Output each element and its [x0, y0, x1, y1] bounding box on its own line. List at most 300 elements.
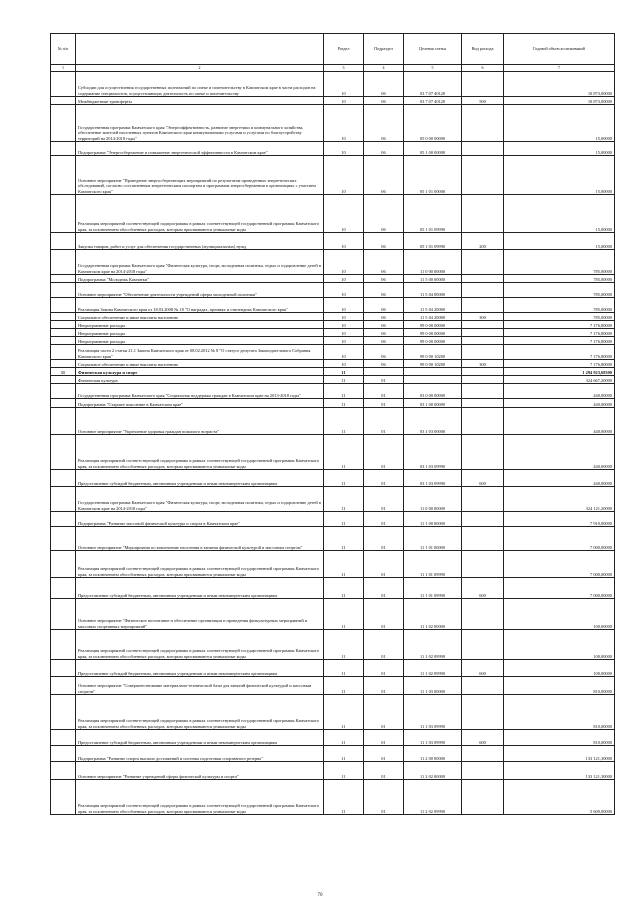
- table-row: [51, 435, 615, 470]
- row-number: [51, 329, 76, 337]
- item-name: Основное мероприятие "Проведение энергосберегающих мероприятий по результатам проведенных энергетических обследований, согласно составленным энергетическим паспортам и программам энергосбережения в организациях с участием Камчатского края": [76, 156, 324, 195]
- row-number: [51, 435, 76, 470]
- target-code: 11 0 00 00000: [404, 487, 462, 512]
- expense-type-code: [462, 630, 504, 660]
- expense-type-code: [462, 677, 504, 695]
- row-number: [51, 677, 76, 695]
- item-name: Реализация мероприятий соответствующей подпрограммы в рамках соответствующей государственной программы Камчатского края, за исключением обособленных расходов, которым присваиваются уникальные коды: [76, 195, 324, 233]
- subsection-code: 01: [364, 512, 404, 527]
- expense-type-code: 600: [462, 470, 504, 487]
- target-code: 03 1 03 09990: [404, 435, 462, 470]
- amount-value: 10 873,00000: [504, 72, 615, 97]
- subsection-code: 06: [364, 72, 404, 97]
- row-number: [51, 298, 76, 313]
- table-row: [51, 746, 615, 762]
- item-name: Предоставление субсидий бюджетным, автономным учреждениям и иным некоммерческим организациям: [76, 578, 324, 599]
- row-number: [51, 762, 76, 780]
- subsection-code: 01: [364, 677, 404, 695]
- section-code: 11: [324, 551, 364, 578]
- item-name: Предоставление субсидий бюджетным, автономным учреждениям и иным некоммерческим организациям: [76, 730, 324, 746]
- item-name: Физическая культура и спорт: [76, 368, 324, 376]
- amount-value: 324 121,20000: [504, 487, 615, 512]
- row-number: [51, 275, 76, 283]
- table-row: [51, 408, 615, 435]
- section-code: 10: [324, 283, 364, 298]
- target-code: 05 1 00 00000: [404, 142, 462, 156]
- expense-type-code: [462, 283, 504, 298]
- target-code: 11 1 00 00000: [404, 512, 462, 527]
- item-name: Непрограммные расходы: [76, 337, 324, 345]
- target-code: 11 1 03 09990: [404, 695, 462, 730]
- section-code: 10: [324, 195, 364, 233]
- row-number: [51, 337, 76, 345]
- target-code: 11 5 04 20080: [404, 298, 462, 313]
- section-code: 11: [324, 470, 364, 487]
- table-row: [51, 329, 615, 337]
- row-number: [51, 408, 76, 435]
- header-name: [76, 34, 324, 65]
- expense-type-code: [462, 435, 504, 470]
- subsection-code: 06: [364, 337, 404, 345]
- target-code: 11 1 03 00000: [404, 677, 462, 695]
- table-row: [51, 487, 615, 512]
- header-section: Раздел: [324, 34, 364, 65]
- expense-type-code: [462, 376, 504, 384]
- expense-type-code: [462, 762, 504, 780]
- section-code: 11: [324, 527, 364, 551]
- expense-type-code: 600: [462, 730, 504, 746]
- header-num: № п/п: [51, 34, 76, 65]
- item-name: Основное мероприятие "Развитие учреждений сферы физической культуры и спорта": [76, 762, 324, 780]
- header-subsection: Подраздел: [364, 34, 404, 65]
- table-row: [51, 368, 615, 376]
- subsection-code: 06: [364, 329, 404, 337]
- expense-type-code: 300: [462, 313, 504, 321]
- subsection-code: 01: [364, 376, 404, 384]
- expense-type-code: [462, 368, 504, 376]
- amount-value: 15,00000: [504, 156, 615, 195]
- table-row: [51, 599, 615, 630]
- amount-value: 100,00000: [504, 630, 615, 660]
- section-code: 11: [324, 435, 364, 470]
- table-row: [51, 337, 615, 345]
- item-name: Непрограммные расходы: [76, 321, 324, 329]
- item-name: Государственная программа Камчатского края "Энергоэффективность, развитие энергетики и коммунального хозяйства, обеспечение жителей населенных пунктов Камчатского края коммунальными услугами и услугами по благоустройству территорий на 2014-2018 годы": [76, 105, 324, 142]
- amount-value: 7 176,80000: [504, 321, 615, 329]
- target-code: 05 1 01 09990: [404, 195, 462, 233]
- table-row: [51, 105, 615, 142]
- amount-value: 440,00000: [504, 399, 615, 408]
- table-row: [51, 695, 615, 730]
- amount-value: 133 121,30000: [504, 762, 615, 780]
- target-code: 11 2 02 09990: [404, 780, 462, 815]
- row-number: [51, 695, 76, 730]
- subsection-code: 06: [364, 283, 404, 298]
- subsection-code: 01: [364, 695, 404, 730]
- section-code: 11: [324, 730, 364, 746]
- target-code: 05 0 00 00000: [404, 105, 462, 142]
- table-row: [51, 195, 615, 233]
- expense-type-code: [462, 487, 504, 512]
- item-name: Межбюджетные трансферты: [76, 97, 324, 105]
- target-code: 99 0 00 00000: [404, 329, 462, 337]
- subsection-code: 06: [364, 275, 404, 283]
- section-code: 11: [324, 746, 364, 762]
- section-code: 10: [324, 337, 364, 345]
- expense-type-code: [462, 746, 504, 762]
- expense-type-code: [462, 551, 504, 578]
- section-code: 10: [324, 105, 364, 142]
- item-name: Реализация мероприятий соответствующей подпрограммы в рамках соответствующей государственной программы Камчатского края, за исключением обособленных расходов, которым присваиваются уникальные коды: [76, 630, 324, 660]
- item-name: Непрограммные расходы: [76, 329, 324, 337]
- row-number: [51, 487, 76, 512]
- section-code: 10: [324, 329, 364, 337]
- row-number: [51, 142, 76, 156]
- expense-type-code: [462, 527, 504, 551]
- table-row: [51, 578, 615, 599]
- amount-value: 100,00000: [504, 660, 615, 677]
- row-number: [51, 660, 76, 677]
- expense-type-code: [462, 399, 504, 408]
- item-name: Реализация мероприятий соответствующей подпрограммы в рамках соответствующей государственной программы Камчатского края, за исключением обособленных расходов, которым присваиваются уникальные коды: [76, 780, 324, 815]
- column-number: 4: [364, 65, 404, 72]
- subsection-code: 01: [364, 660, 404, 677]
- subsection-code: 01: [364, 470, 404, 487]
- table-row: [51, 551, 615, 578]
- subsection-code: 06: [364, 156, 404, 195]
- target-code: 11 1 01 00000: [404, 527, 462, 551]
- amount-value: 440,00000: [504, 384, 615, 399]
- subsection-code: 01: [364, 730, 404, 746]
- item-name: Реализация мероприятий соответствующей подпрограммы в рамках соответствующей государственной программы Камчатского края, за исключением обособленных расходов, которым присваиваются уникальные коды: [76, 695, 324, 730]
- target-code: 99 0 00 00000: [404, 337, 462, 345]
- table-row: [51, 677, 615, 695]
- item-name: Социальное обеспечение и иные выплаты населению: [76, 360, 324, 368]
- row-number: [51, 233, 76, 250]
- header-target: Целевая статья: [404, 34, 462, 65]
- expense-type-code: [462, 695, 504, 730]
- row-number: [51, 313, 76, 321]
- subsection-code: 01: [364, 551, 404, 578]
- item-name: Государственная программа Камчатского края "Физическая культура, спорт, молодежная политика, отдых и оздоровление детей в Камчатском крае на 2014-2018 годы": [76, 250, 324, 275]
- column-number: 7: [504, 65, 615, 72]
- column-number: 3: [324, 65, 364, 72]
- table-row: [51, 730, 615, 746]
- expense-type-code: [462, 105, 504, 142]
- expense-type-code: [462, 275, 504, 283]
- table-row: [51, 360, 615, 368]
- table-row: [51, 313, 615, 321]
- amount-value: 810,00000: [504, 677, 615, 695]
- expense-type-code: [462, 156, 504, 195]
- subsection-code: 06: [364, 321, 404, 329]
- section-code: 10: [324, 321, 364, 329]
- target-code: 11 5 00 00000: [404, 275, 462, 283]
- section-code: 10: [324, 313, 364, 321]
- row-number: [51, 195, 76, 233]
- table-row: [51, 142, 615, 156]
- target-code: [404, 376, 462, 384]
- expense-type-code: [462, 250, 504, 275]
- section-code: 10: [324, 156, 364, 195]
- row-number: [51, 376, 76, 384]
- target-code: 11 5 04 00000: [404, 283, 462, 298]
- header-amount: Годовой объем ассигнований: [504, 34, 615, 65]
- subsection-code: 01: [364, 527, 404, 551]
- table-row: [51, 630, 615, 660]
- expense-type-code: [462, 298, 504, 313]
- amount-value: 15,00000: [504, 142, 615, 156]
- table-row: [51, 384, 615, 399]
- section-code: 11: [324, 376, 364, 384]
- page-number: 70: [317, 893, 323, 898]
- table-row: [51, 233, 615, 250]
- table-row: [51, 275, 615, 283]
- column-number: 2: [76, 65, 324, 72]
- section-code: 11: [324, 368, 364, 376]
- section-code: 10: [324, 298, 364, 313]
- row-number: [51, 72, 76, 97]
- row-number: [51, 105, 76, 142]
- expense-type-code: [462, 142, 504, 156]
- amount-value: 7 176,80000: [504, 345, 615, 360]
- amount-value: 1 294 923,68300: [504, 368, 615, 376]
- item-name: Подпрограмма "Развитие спорта высших достижений и системы подготовки спортивного резерва": [76, 746, 324, 762]
- target-code: [404, 368, 462, 376]
- row-number: [51, 360, 76, 368]
- subsection-code: 06: [364, 250, 404, 275]
- section-code: 10: [324, 360, 364, 368]
- expense-type-code: [462, 408, 504, 435]
- expense-type-code: 600: [462, 660, 504, 677]
- subsection-code: 01: [364, 408, 404, 435]
- table-row: [51, 97, 615, 105]
- subsection-code: 06: [364, 195, 404, 233]
- row-number: [51, 578, 76, 599]
- table-row: [51, 298, 615, 313]
- item-name: Основное мероприятие "Укрепление здоровья граждан пожилого возраста": [76, 408, 324, 435]
- subsection-code: 06: [364, 298, 404, 313]
- subsection-code: [364, 368, 404, 376]
- subsection-code: 06: [364, 345, 404, 360]
- expense-type-code: 500: [462, 97, 504, 105]
- target-code: 03 1 03 00000: [404, 408, 462, 435]
- target-code: 05 1 01 09990: [404, 233, 462, 250]
- subsection-code: 06: [364, 142, 404, 156]
- amount-value: 15,00000: [504, 195, 615, 233]
- expense-type-code: [462, 384, 504, 399]
- column-number: 5: [404, 65, 462, 72]
- subsection-code: 01: [364, 578, 404, 599]
- amount-value: 810,00000: [504, 695, 615, 730]
- amount-value: 785,00000: [504, 283, 615, 298]
- table-row: [51, 283, 615, 298]
- table-header-row: [51, 34, 615, 65]
- amount-value: 440,00000: [504, 408, 615, 435]
- table-row: [51, 376, 615, 384]
- section-code: 11: [324, 384, 364, 399]
- row-number: [51, 345, 76, 360]
- subsection-code: 06: [364, 105, 404, 142]
- table-row: [51, 527, 615, 551]
- section-code: 11: [324, 762, 364, 780]
- target-code: 03 0 00 00000: [404, 384, 462, 399]
- section-code: 11: [324, 512, 364, 527]
- table-row: [51, 399, 615, 408]
- amount-value: 785,00000: [504, 275, 615, 283]
- section-code: 11: [324, 578, 364, 599]
- amount-value: 5 600,00000: [504, 780, 615, 815]
- row-number: [51, 746, 76, 762]
- amount-value: 10 873,00000: [504, 97, 615, 105]
- expense-type-code: [462, 337, 504, 345]
- table-row: [51, 345, 615, 360]
- item-name: Основное мероприятие "Физическое воспитание и обеспечение организации и проведения физкультурных мероприятий и массовых спортивных мероприятий": [76, 599, 324, 630]
- row-number: [51, 399, 76, 408]
- amount-value: 7 176,80000: [504, 360, 615, 368]
- section-code: 10: [324, 97, 364, 105]
- section-code: 11: [324, 408, 364, 435]
- item-name: Закупка товаров, работ и услуг для обеспечения государственных (муниципальных) нужд: [76, 233, 324, 250]
- section-code: 11: [324, 780, 364, 815]
- section-code: 11: [324, 677, 364, 695]
- section-code: 10: [324, 345, 364, 360]
- row-number: [51, 527, 76, 551]
- item-name: Предоставление субсидий бюджетным, автономным учреждениям и иным некоммерческим организациям: [76, 660, 324, 677]
- target-code: 03 7 07 40120: [404, 97, 462, 105]
- target-code: 99 0 00 10200: [404, 360, 462, 368]
- row-number: [51, 250, 76, 275]
- section-code: 10: [324, 72, 364, 97]
- amount-value: 100,00000: [504, 599, 615, 630]
- subsection-code: 01: [364, 746, 404, 762]
- amount-value: 7 910,00000: [504, 512, 615, 527]
- target-code: 11 0 00 00000: [404, 250, 462, 275]
- target-code: 99 0 00 00000: [404, 321, 462, 329]
- section-code: 11: [324, 660, 364, 677]
- subsection-code: 01: [364, 762, 404, 780]
- subsection-code: 01: [364, 487, 404, 512]
- item-name: Государственная программа Камчатского края "Социальная поддержка граждан в Камчатском крае на 2013-2018 годы": [76, 384, 324, 399]
- row-number: [51, 780, 76, 815]
- table-row: [51, 780, 615, 815]
- amount-value: 785,00000: [504, 250, 615, 275]
- table-row: [51, 762, 615, 780]
- row-number: [51, 156, 76, 195]
- item-name: Социальное обеспечение и иные выплаты населению: [76, 313, 324, 321]
- target-code: 11 1 03 09990: [404, 730, 462, 746]
- target-code: 11 1 02 09990: [404, 660, 462, 677]
- section-code: 10: [324, 275, 364, 283]
- table-row: [51, 156, 615, 195]
- amount-value: 324 667,20000: [504, 376, 615, 384]
- table-row: [51, 470, 615, 487]
- subsection-code: 01: [364, 435, 404, 470]
- table-row: [51, 512, 615, 527]
- item-name: Физическая культура: [76, 376, 324, 384]
- row-number: [51, 730, 76, 746]
- row-number: [51, 630, 76, 660]
- item-name: Подпрограмма "Энергосбережение и повышение энергетической эффективности в Камчатском крае": [76, 142, 324, 156]
- header-expense: Вид расхода: [462, 34, 504, 65]
- item-name: Реализация мероприятий соответствующей подпрограммы в рамках соответствующей государственной программы Камчатского края, за исключением обособленных расходов, которым присваиваются уникальные коды: [76, 551, 324, 578]
- expense-type-code: 300: [462, 360, 504, 368]
- target-code: 03 7 07 40120: [404, 72, 462, 97]
- row-number: [51, 551, 76, 578]
- table-row: [51, 72, 615, 97]
- amount-value: 7 176,80000: [504, 329, 615, 337]
- item-name: Подпрограмма "Молодежь Камчатки": [76, 275, 324, 283]
- row-number: [51, 470, 76, 487]
- row-number: [51, 384, 76, 399]
- section-code: 10: [324, 233, 364, 250]
- section-code: 11: [324, 630, 364, 660]
- expense-type-code: [462, 329, 504, 337]
- target-code: 11 2 00 00000: [404, 746, 462, 762]
- item-name: Основное мероприятие "Обеспечение деятельности учреждений сферы молодежной политики": [76, 283, 324, 298]
- expense-type-code: [462, 321, 504, 329]
- subsection-code: 06: [364, 360, 404, 368]
- item-name: Основное мероприятие "Совершенствование материально-технической базы для занятий физической культурой и массовым спортом": [76, 677, 324, 695]
- amount-value: 7 000,00000: [504, 527, 615, 551]
- target-code: 03 1 00 00000: [404, 399, 462, 408]
- row-number: [51, 321, 76, 329]
- subsection-code: 01: [364, 399, 404, 408]
- table-row: [51, 250, 615, 275]
- target-code: 11 1 02 09990: [404, 630, 462, 660]
- target-code: 11 2 02 00000: [404, 762, 462, 780]
- table-row: [51, 660, 615, 677]
- section-code: 11: [324, 599, 364, 630]
- amount-value: 15,00000: [504, 105, 615, 142]
- column-number: 6: [462, 65, 504, 72]
- item-name: Подпрограмма "Старшее поколение в Камчатском крае": [76, 399, 324, 408]
- item-name: Предоставление субсидий бюджетным, автономным учреждениям и иным некоммерческим организациям: [76, 470, 324, 487]
- amount-value: 133 121,30000: [504, 746, 615, 762]
- table-body: [51, 72, 615, 815]
- expense-type-code: [462, 345, 504, 360]
- section-code: 11: [324, 695, 364, 730]
- amount-value: 440,00000: [504, 435, 615, 470]
- budget-table: [50, 33, 615, 815]
- target-code: 11 5 04 20080: [404, 313, 462, 321]
- expense-type-code: [462, 780, 504, 815]
- target-code: 99 0 00 10200: [404, 345, 462, 360]
- row-number: 11: [51, 368, 76, 376]
- expense-type-code: [462, 72, 504, 97]
- item-name: Реализация части 2 статьи 21.1 Закона Камчатского края от 08.02.2012 № 8 "О статусе депутата Законодательного Собрания Камчатского края": [76, 345, 324, 360]
- amount-value: 810,00000: [504, 730, 615, 746]
- column-number: 1: [51, 65, 76, 72]
- amount-value: 785,00000: [504, 298, 615, 313]
- row-number: [51, 599, 76, 630]
- target-code: 11 1 02 00000: [404, 599, 462, 630]
- row-number: [51, 283, 76, 298]
- expense-type-code: [462, 195, 504, 233]
- amount-value: 7 176,80000: [504, 337, 615, 345]
- subsection-code: 06: [364, 233, 404, 250]
- target-code: 03 1 03 09990: [404, 470, 462, 487]
- expense-type-code: [462, 512, 504, 527]
- expense-type-code: 200: [462, 233, 504, 250]
- subsection-code: 06: [364, 313, 404, 321]
- subsection-code: 01: [364, 630, 404, 660]
- amount-value: 785,00000: [504, 313, 615, 321]
- row-number: [51, 512, 76, 527]
- item-name: Субсидии для осуществления государственных полномочий по опеке и попечительству в Камчатском крае в части расходов на содержание специалистов, осуществляющих деятельность по опеке и попечительству: [76, 72, 324, 97]
- row-number: [51, 97, 76, 105]
- item-name: Реализация мероприятий соответствующей подпрограммы в рамках соответствующей государственной программы Камчатского края, за исключением обособленных расходов, которым присваиваются уникальные коды: [76, 435, 324, 470]
